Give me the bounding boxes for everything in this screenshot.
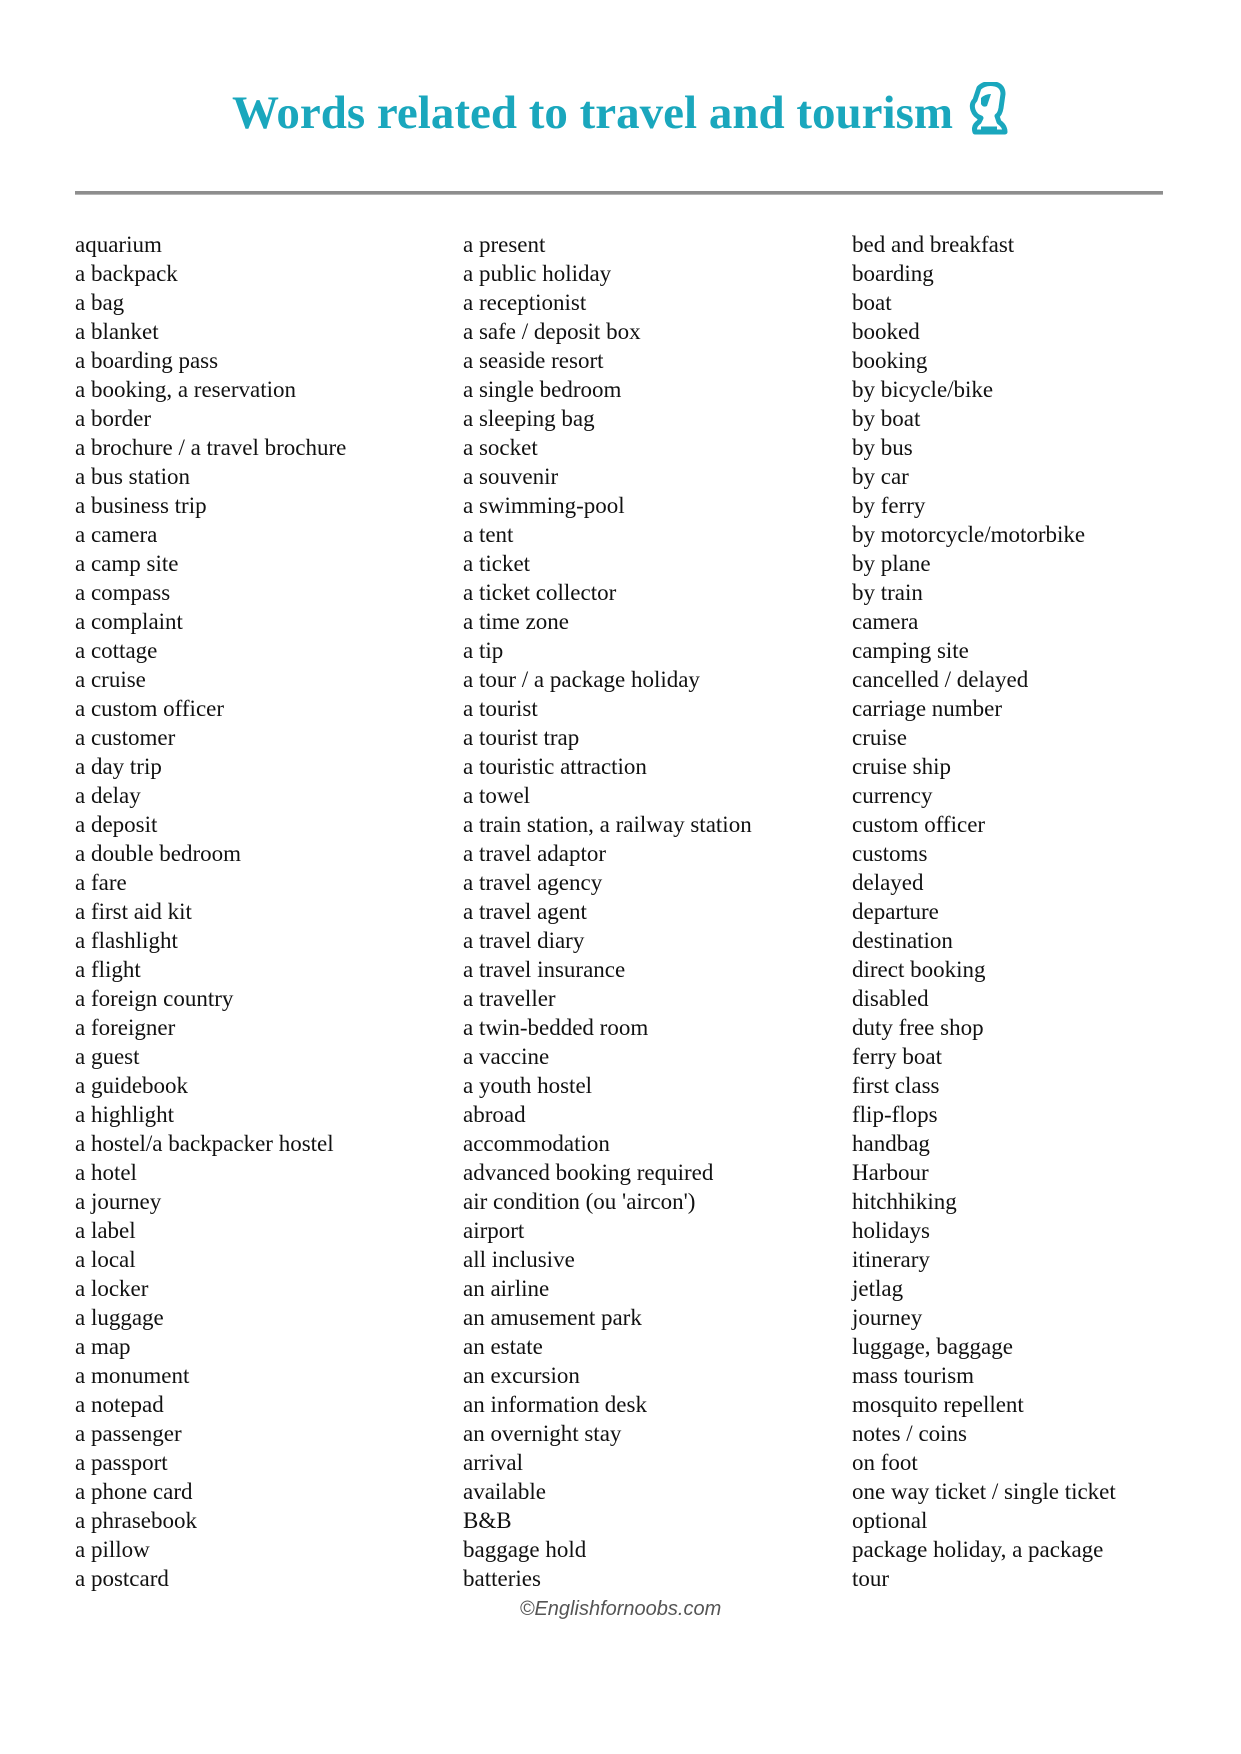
word-list-item: first class (852, 1073, 940, 1098)
word-column-3 (852, 230, 1116, 1593)
word-list-item: a complaint (75, 609, 183, 634)
word-list-item: a camp site (75, 551, 179, 576)
word-list-item: arrival (463, 1450, 524, 1475)
word-list-item: a guidebook (75, 1073, 189, 1098)
word-list-item: a tourist (463, 696, 538, 721)
word-list-item: cruise (852, 725, 907, 750)
word-list-item: flip-flops (852, 1102, 938, 1127)
page-title (0, 82, 1241, 143)
word-list-item: a highlight (75, 1102, 175, 1127)
word-list-item: a touristic attraction (463, 754, 647, 779)
word-list-item: duty free shop (852, 1015, 984, 1040)
word-list-item: a business trip (75, 493, 207, 518)
word-list-item: booked (852, 319, 920, 344)
word-list-item: one way ticket / single ticket (852, 1479, 1116, 1504)
word-list-item: an overnight stay (463, 1421, 622, 1446)
word-list-item: a tourist trap (463, 725, 580, 750)
word-list-item: airport (463, 1218, 525, 1243)
word-list-item: a boarding pass (75, 348, 219, 373)
word-list-item: a customer (75, 725, 176, 750)
word-list-item: a passenger (75, 1421, 182, 1446)
word-list-item: a sleeping bag (463, 406, 595, 431)
header-divider (75, 191, 1163, 195)
word-list-item: a youth hostel (463, 1073, 593, 1098)
word-list-item: a hotel (75, 1160, 137, 1185)
word-list-item: a flashlight (75, 928, 178, 953)
word-list-item: a ticket (463, 551, 531, 576)
word-list-item: a deposit (75, 812, 158, 837)
word-list-item: a souvenir (463, 464, 559, 489)
word-list-item: destination (852, 928, 953, 953)
page-title-text: Words related to travel and tourism (231, 87, 954, 139)
word-list-item: by boat (852, 406, 921, 431)
word-list-item: a brochure / a travel brochure (75, 435, 347, 460)
word-list-item: baggage hold (463, 1537, 587, 1562)
word-list-item: a backpack (75, 261, 178, 286)
word-list-item: notes / coins (852, 1421, 967, 1446)
word-list-item: hitchhiking (852, 1189, 957, 1214)
word-list-item: a cruise (75, 667, 146, 692)
word-list-item: a travel insurance (463, 957, 626, 982)
word-list-item: a safe / deposit box (463, 319, 641, 344)
word-list-item: cruise ship (852, 754, 952, 779)
word-list-item: by motorcycle/motorbike (852, 522, 1086, 547)
word-list-item: a present (463, 232, 546, 257)
word-list-item: mass tourism (852, 1363, 975, 1388)
word-list-item: abroad (463, 1102, 526, 1127)
copyright-footer: ©Englishfornoobs.com (519, 1598, 722, 1620)
word-list-item: itinerary (852, 1247, 930, 1272)
word-list-item: departure (852, 899, 939, 924)
word-list-item: carriage number (852, 696, 1003, 721)
word-column-1 (75, 230, 346, 1593)
word-list-item: by bus (852, 435, 913, 460)
word-list-item: Harbour (852, 1160, 929, 1185)
word-list-item: air condition (ou 'aircon') (463, 1189, 696, 1214)
word-list-item: a luggage (75, 1305, 164, 1330)
word-list-item: direct booking (852, 957, 986, 982)
word-list-item: an information desk (463, 1392, 647, 1417)
word-list-item: a traveller (463, 986, 556, 1011)
word-list-item: luggage, baggage (852, 1334, 1013, 1359)
word-list-item: a journey (75, 1189, 162, 1214)
word-list-item: by plane (852, 551, 931, 576)
word-list-item: currency (852, 783, 933, 808)
moai-statue-icon (967, 82, 1009, 136)
word-list-item: a local (75, 1247, 136, 1272)
word-list-item: optional (852, 1508, 928, 1533)
word-list-item: a vaccine (463, 1044, 550, 1069)
word-list-item: a bag (75, 290, 125, 315)
word-list-item: a tour / a package holiday (463, 667, 700, 692)
word-list-item: a blanket (75, 319, 159, 344)
word-list-item: booking (852, 348, 928, 373)
word-list-item: a socket (463, 435, 538, 460)
word-list-item: on foot (852, 1450, 918, 1475)
word-list-item: a monument (75, 1363, 190, 1388)
word-list-item: journey (852, 1305, 923, 1330)
word-list-item: an airline (463, 1276, 550, 1301)
word-list-item: a pillow (75, 1537, 150, 1562)
word-list-item: a passport (75, 1450, 168, 1475)
word-list-item: package holiday, a package (852, 1537, 1104, 1562)
word-list-item: an excursion (463, 1363, 580, 1388)
word-list-item: handbag (852, 1131, 930, 1156)
word-list-item: a custom officer (75, 696, 225, 721)
word-list-item: advanced booking required (463, 1160, 714, 1185)
word-list-item: a towel (463, 783, 531, 808)
word-list-item: all inclusive (463, 1247, 575, 1272)
word-list-item: a day trip (75, 754, 162, 779)
word-list-item: a twin-bedded room (463, 1015, 649, 1040)
word-list-item: a postcard (75, 1566, 169, 1591)
word-list-item: tour (852, 1566, 890, 1591)
word-list-item: delayed (852, 870, 924, 895)
word-list-item: a tip (463, 638, 504, 663)
word-list-item: mosquito repellent (852, 1392, 1024, 1417)
word-list-item: a border (75, 406, 151, 431)
word-list-item: a cottage (75, 638, 158, 663)
word-list-item: a first aid kit (75, 899, 192, 924)
word-list-item: a phrasebook (75, 1508, 197, 1533)
word-list-item: a travel agency (463, 870, 603, 895)
word-list-item: a single bedroom (463, 377, 622, 402)
word-list-item: bed and breakfast (852, 232, 1015, 257)
word-list-item: holidays (852, 1218, 930, 1243)
word-list-item: by train (852, 580, 923, 605)
word-list-item: available (463, 1479, 547, 1504)
word-list-item: a compass (75, 580, 171, 605)
word-list-item: a public holiday (463, 261, 612, 286)
word-list-item: jetlag (852, 1276, 904, 1301)
word-list-item: a label (75, 1218, 136, 1243)
word-list-item: by ferry (852, 493, 926, 518)
word-list-item: disabled (852, 986, 929, 1011)
word-list-item: a bus station (75, 464, 190, 489)
word-list-item: a map (75, 1334, 131, 1359)
word-list-item: a seaside resort (463, 348, 604, 373)
word-list-item: a phone card (75, 1479, 193, 1504)
word-list-item: accommodation (463, 1131, 610, 1156)
word-list-item: batteries (463, 1566, 541, 1591)
word-column-2 (463, 230, 752, 1593)
word-list-item: camping site (852, 638, 969, 663)
word-list-item: a guest (75, 1044, 140, 1069)
word-list-item: a double bedroom (75, 841, 242, 866)
word-list-item: a travel agent (463, 899, 587, 924)
word-list-item: a swimming-pool (463, 493, 625, 518)
word-list-item: a delay (75, 783, 141, 808)
word-list-item: a train station, a railway station (463, 812, 752, 837)
word-list-item: a booking, a reservation (75, 377, 296, 402)
word-list-item: aquarium (75, 232, 162, 257)
word-list-item: a foreigner (75, 1015, 176, 1040)
word-list-item: a travel diary (463, 928, 585, 953)
word-list-item: a camera (75, 522, 158, 547)
word-list-item: by car (852, 464, 909, 489)
word-list-item: custom officer (852, 812, 986, 837)
word-list-item: B&B (463, 1508, 512, 1533)
word-list-item: a notepad (75, 1392, 164, 1417)
word-list-item: customs (852, 841, 928, 866)
word-list-item: ferry boat (852, 1044, 943, 1069)
word-list-item: a foreign country (75, 986, 234, 1011)
word-list-item: boarding (852, 261, 934, 286)
word-list-item: an amusement park (463, 1305, 642, 1330)
word-list-item: an estate (463, 1334, 543, 1359)
word-list-item: a ticket collector (463, 580, 617, 605)
word-list-item: a flight (75, 957, 141, 982)
word-list-item: a travel adaptor (463, 841, 607, 866)
word-list-item: a receptionist (463, 290, 587, 315)
word-list-item: a locker (75, 1276, 149, 1301)
word-list-item: a hostel/a backpacker hostel (75, 1131, 334, 1156)
word-list-item: camera (852, 609, 919, 634)
word-list-item: a tent (463, 522, 514, 547)
word-list-item: a time zone (463, 609, 570, 634)
word-list-item: boat (852, 290, 892, 315)
word-list-item: cancelled / delayed (852, 667, 1029, 692)
word-list-item: by bicycle/bike (852, 377, 994, 402)
word-list-item: a fare (75, 870, 127, 895)
